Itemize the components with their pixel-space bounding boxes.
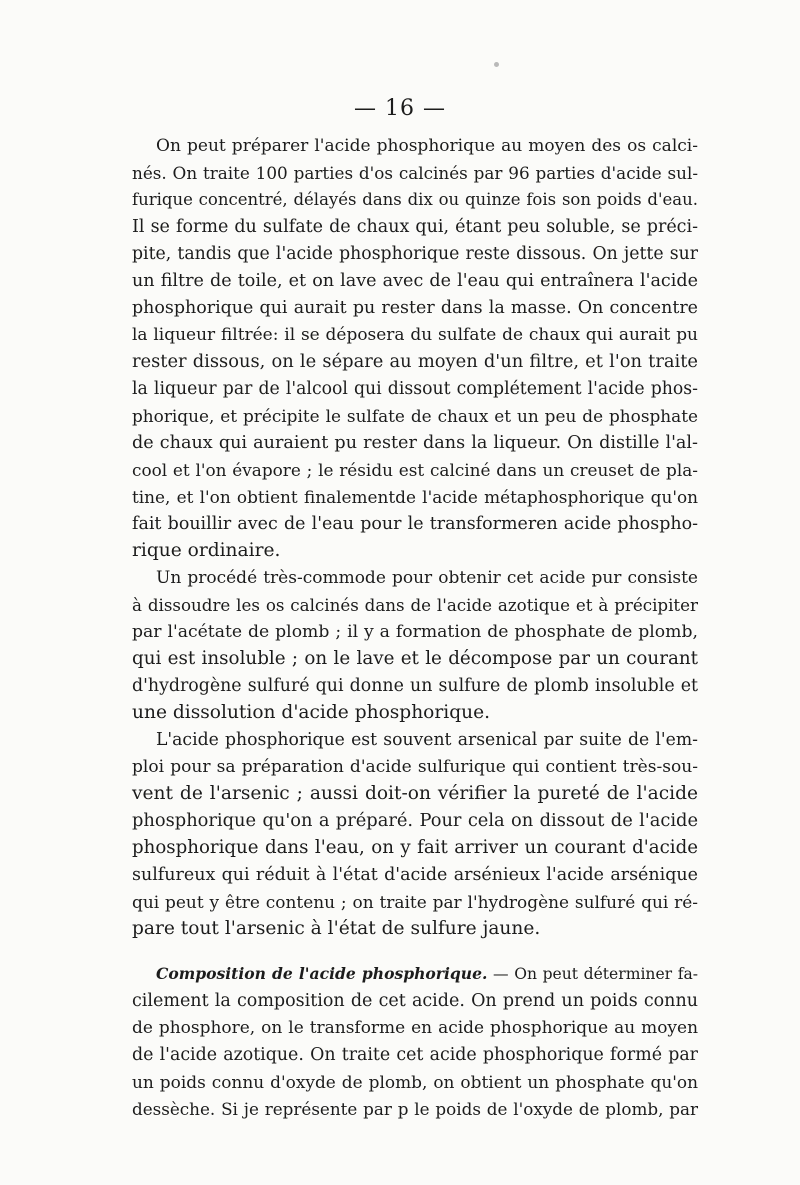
text-line: rester dissous, on le sépare au moyen d'un filtre, et l'on traite [132,351,698,372]
text-line: pare tout l'arsenic à l'état de sulfure jaune. [132,918,541,939]
text-line: par l'acétate de plomb ; il y a formation de phosphate de plomb, [132,622,698,642]
text-line: pite, tandis que l'acide phosphorique reste dissous. On jette sur [132,244,698,264]
page-number: — 16 — [354,96,446,121]
text-line: une dissolution d'acide phosphorique. [132,702,491,723]
text-line: un filtre de toile, et on lave avec de l'eau qui entraînera l'acide [132,271,698,291]
text-line: de l'acide azotique. On traite cet acide phosphorique formé par [132,1045,698,1065]
text-line: à dissoudre les os calcinés dans de l'acide azotique et à précipiter [132,595,698,615]
section-heading-line [156,961,698,987]
text-line: fait bouillir avec de l'eau pour le transformeren acide phospho- [132,514,698,534]
text-line: nés. On traite 100 parties d'os calcinés par 96 parties d'acide sul- [132,163,698,183]
text-line: phosphorique dans l'eau, on y fait arriver un courant d'acide [132,837,698,858]
paper-speck [494,62,499,67]
text-line: phosphorique qui aurait pu rester dans la masse. On concentre [132,298,698,318]
text-line: un poids connu d'oxyde de plomb, on obtient un phosphate qu'on [132,1072,698,1092]
text-line: phorique, et précipite le sulfate de chaux et un peu de phosphate [132,406,698,426]
text-line: phosphorique qu'on a préparé. Pour cela on dissout de l'acide [132,810,698,831]
text-line: de phosphore, on le transforme en acide phosphorique au moyen [132,1018,698,1038]
text-line: ploi pour sa préparation d'acide sulfurique qui contient très-sou- [132,757,698,777]
text-line: On peut préparer l'acide phosphorique au moyen des os calci- [156,136,698,156]
text-line: vent de l'arsenic ; aussi doit-on vérifier la pureté de l'acide [132,783,698,804]
text-line: tine, et l'on obtient finalementde l'acide métaphosphorique qu'on [132,487,698,507]
section-heading: Composition de l'acide phosphorique. [156,964,488,983]
text-line: Un procédé très-commode pour obtenir cet acide pur consiste [156,568,698,588]
text-line: furique concentré, délayés dans dix ou quinze fois son poids d'eau. [132,190,698,209]
text-line: dessèche. Si je représente par p le poids de l'oxyde de plomb, par [132,1099,698,1119]
text-line: Il se forme du sulfate de chaux qui, étant peu soluble, se préci- [132,217,698,237]
text-line: cilement la composition de cet acide. On prend un poids connu [132,991,698,1011]
heading-line-rest: — On peut déterminer fa- [487,965,698,983]
text-line: la liqueur par de l'alcool qui dissout complétement l'acide phos- [132,379,698,399]
text-line: la liqueur filtrée: il se déposera du sulfate de chaux qui aurait pu [132,325,698,345]
text-line: sulfureux qui réduit à l'état d'acide arsénieux l'acide arsénique [132,865,698,885]
text-line: qui peut y être contenu ; on traite par l'hydrogène sulfuré qui ré- [132,892,698,912]
text-line: d'hydrogène sulfuré qui donne un sulfure de plomb insoluble et [132,676,698,696]
text-line: rique ordinaire. [132,540,281,561]
text-line: cool et l'on évapore ; le résidu est calciné dans un creuset de pla- [132,460,698,480]
text-line: qui est insoluble ; on le lave et le décompose par un courant [132,648,698,669]
text-line: L'acide phosphorique est souvent arsenical par suite de l'em- [156,730,698,750]
text-line: de chaux qui auraient pu rester dans la liqueur. On distille l'al- [132,433,698,453]
